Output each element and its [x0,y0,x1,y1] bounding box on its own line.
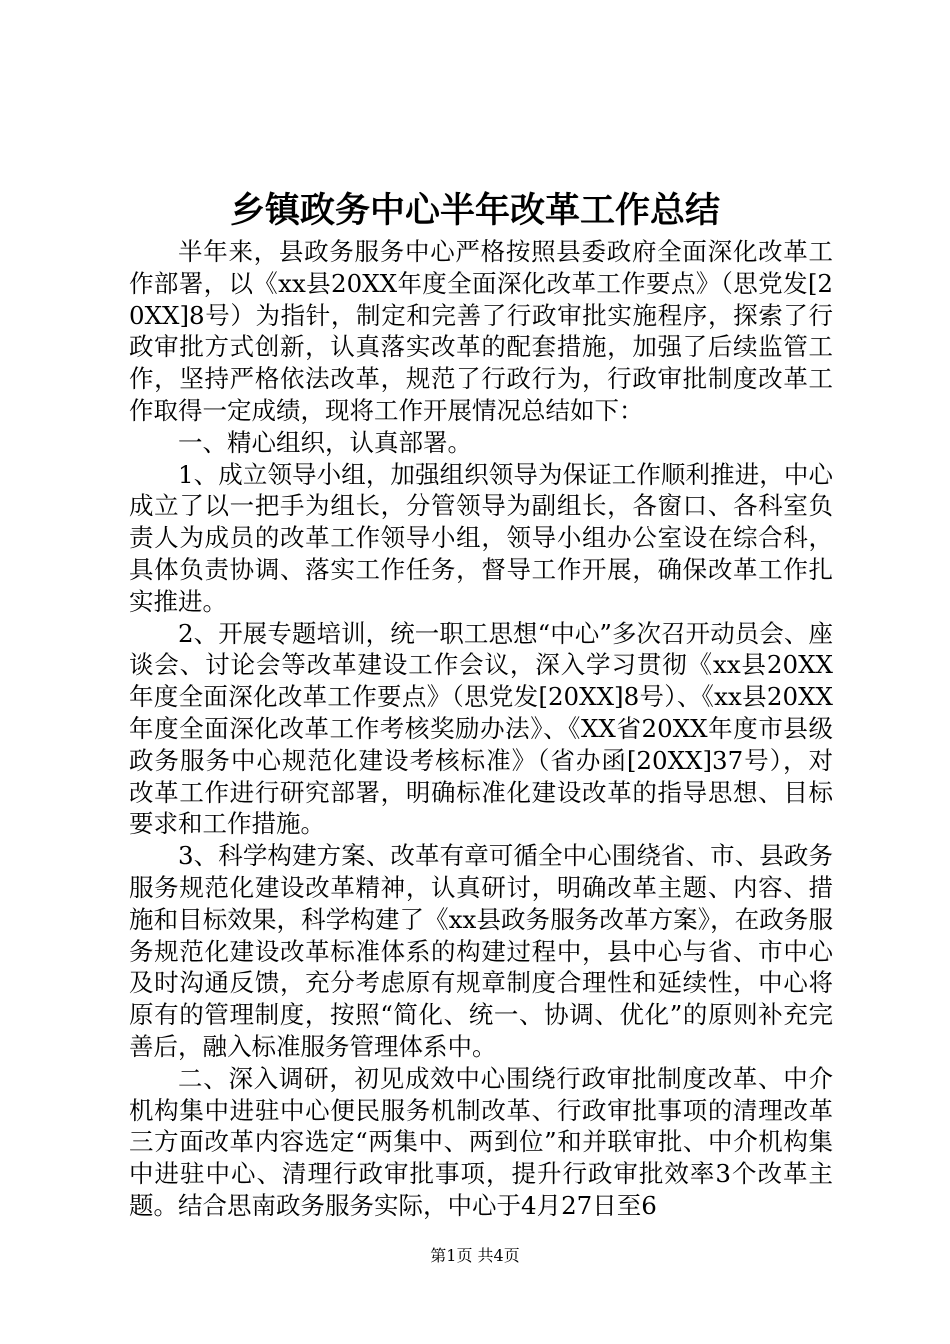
document-title: 乡镇政务中心半年改革工作总结 [229,190,720,231]
paragraph-item-3: 3、科学构建方案、改革有章可循全中心围绕省、市、县政务服务规范化建设改革精神，认真研讨，明确改革主题、内容、措施和目标效果，科学构建了《xx县政务服务改革方案》，在政务服务规范化建设改革标准体系的构建过程中，县中心与省、市中心及时沟通反馈，充分考虑原有规章制度合理性和延续性，中心将原有的管理制度，按照“简化、统一、协调、优化”的原则补充完善后，融入标准服务管理体系中。 [129,841,833,1061]
section-heading-1: 一、精心组织，认真部署。 [178,427,472,457]
paragraph-item-1: 1、成立领导小组，加强组织领导为保证工作顺利推进，中心成立了以一把手为组长，分管领导为副组长，各窗口、各科室负责人为成员的改革工作领导小组，领导小组办公室设在综合科，具体负责协调、落实工作任务，督导工作开展，确保改革工作扎实推进。 [129,459,833,616]
section-heading-2: 二、深入调研，初见成效中心围绕行政审批制度改革、中介机构集中进驻中心便民服务机制改革、行政审批事项的清理改革三方面改革内容选定“两集中、两到位”和并联审批、中介机构集中进驻中心、清理行政审批事项，提升行政审批效率3个改革主题。结合思南政务服务实际，中心于4月27日至6 [129,1063,833,1220]
paragraph-intro: 半年来，县政务服务中心严格按照县委政府全面深化改革工作部署，以《xx县20XX年度全面深化改革工作要点》（思党发[20XX]8号）为指针，制定和完善了行政审批实施程序，探索了行政审批方式创新，认真落实改革的配套措施，加强了后续监管工作，坚持严格依法改革，规范了行政行为，行政审批制度改革工作取得一定成绩，现将工作开展情况总结如下： [129,237,833,425]
document-body [129,236,833,1222]
page-footer: 第1页 共4页 [430,1246,520,1265]
paragraph-item-2: 2、开展专题培训，统一职工思想“中心”多次召开动员会、座谈会、讨论会等改革建设工作会议，深入学习贯彻《xx县20XX年度全面深化改革工作要点》（思党发[20XX]8号）、《xx县20XX年度全面深化改革工作考核奖励办法》、《XX省20XX年度市县级政务服务中心规范化建设考核标准》（省办函[20XX]37号），对改革工作进行研究部署，明确标准化建设改革的指导思想、目标要求和工作措施。 [129,618,833,839]
